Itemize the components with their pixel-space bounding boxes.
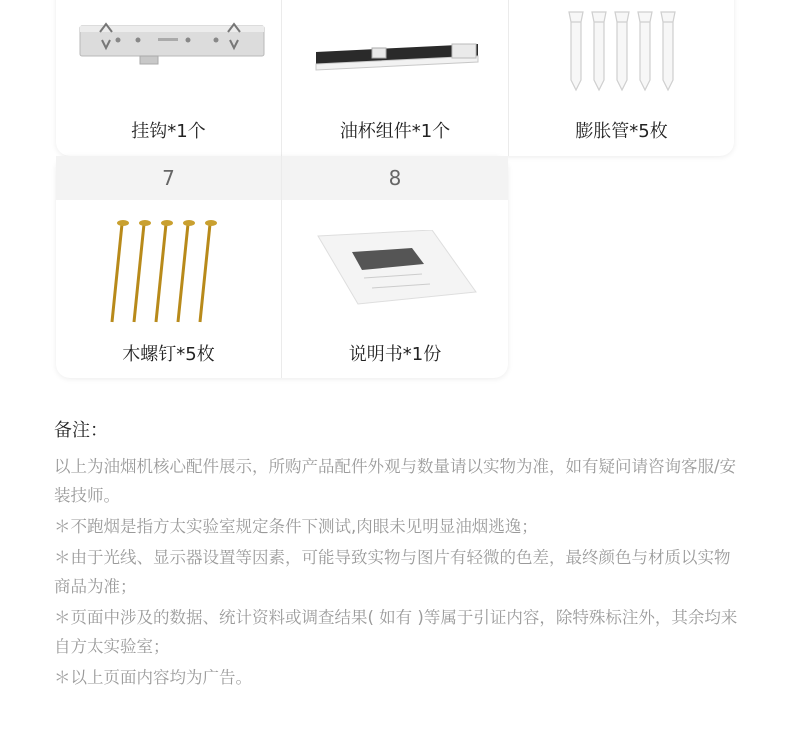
accessory-label: 木螺钉*5枚 [122,344,215,365]
wood-screws-icon [104,218,234,328]
note-line: ＊以上页面内容均为广告。 [54,668,252,687]
oil-cup-icon [312,38,482,78]
manual-icon [312,230,482,310]
accessory-label: 挂钩*1个 [131,121,206,142]
hook-plate-icon [78,22,268,82]
notes-title: 备注： [54,420,108,441]
item-number-8: 8 [282,156,508,200]
accessory-oil-cup [282,0,508,156]
accessory-label: 油杯组件*1个 [339,121,451,142]
note-line: ＊由于光线、显示器设置等因素，可能导致实物与图片有轻微的色差，最终颜色与材质以实物商品为准； [54,548,731,596]
accessory-label: 说明书*1份 [348,344,442,365]
accessory-manual [282,200,508,378]
accessory-wood-screws [56,200,281,378]
note-line: ＊不跑烟是指方太实验室规定条件下测试,肉眼未见明显油烟逃逸； [54,517,538,536]
expansion-tubes-icon [561,6,681,96]
item-number-7: 7 [56,156,281,200]
note-line: 以上为油烟机核心配件展示，所购产品配件外观与数量请以实物为准，如有疑问请咨询客服/安装技师。 [54,457,737,505]
accessory-label: 膨胀管*5枚 [575,121,668,142]
note-line: ＊页面中涉及的数据、统计资料或调查结果( 如有 )等属于引证内容，除特殊标注外，其余均来自方太实验室； [54,608,738,656]
accessory-hook [56,0,281,156]
accessory-expansion-tubes [509,0,734,156]
